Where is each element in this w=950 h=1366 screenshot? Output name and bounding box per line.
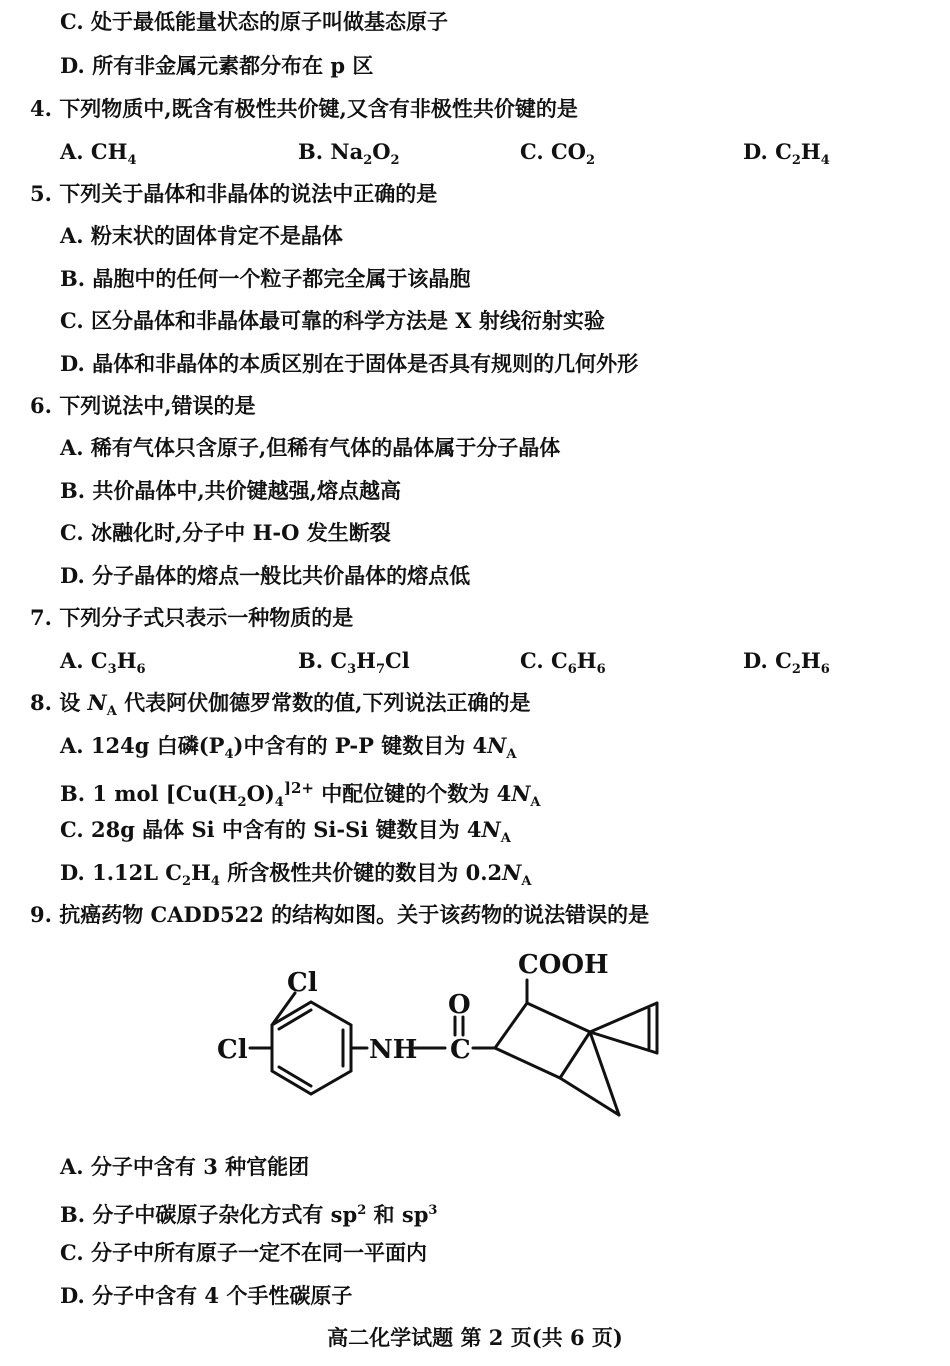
q3-option-c: C. 处于最低能量状态的原子叫做基态原子 [60, 9, 448, 34]
q5-option-c: C. 区分晶体和非晶体最可靠的科学方法是 X 射线衍射实验 [60, 308, 605, 333]
ring-bond-6 [495, 1048, 560, 1078]
q8-option-d: D. 1.12L $C_2H_4$ 所含极性共价键的数目为 $0.2N_A$ [60, 860, 532, 890]
q6-option-c: C. 冰融化时,分子中 H-O 发生断裂 [60, 520, 391, 545]
cyclopropane-bond-2 [590, 1032, 619, 1115]
q4-option-a: A. $CH_4$ [60, 139, 137, 169]
page-footer: 高二化学试题 第 2 页(共 6 页) [327, 1325, 623, 1350]
q4-options [0, 138, 950, 169]
question-4: 4. 下列物质中,既含有极性共价键,又含有非极性共价键的是 [30, 96, 578, 121]
carbonyl-c-label: C [450, 1035, 471, 1065]
q9-option-d: D. 分子中含有 4 个手性碳原子 [60, 1283, 353, 1308]
q9-option-a: A. 分子中含有 3 种官能团 [60, 1154, 310, 1179]
q6-option-a: A. 稀有气体只含原子,但稀有气体的晶体属于分子晶体 [60, 435, 561, 460]
nh-label: NH [369, 1035, 418, 1065]
q9-option-b: B. 分子中碳原子杂化方式有 $sp^2$ 和 $sp^3$ [60, 1202, 438, 1227]
q7-option-d: D. $C_2H_6$ [743, 648, 830, 678]
ring-bond-5 [560, 1032, 590, 1078]
cyclopropane-bond-1 [560, 1078, 619, 1115]
q4-option-b: B. $Na_2O_2$ [298, 139, 400, 169]
q7-option-b: B. $C_3H_7Cl$ [298, 648, 410, 678]
q7-option-a: A. $C_3H_6$ [60, 648, 146, 678]
q5-option-b: B. 晶胞中的任何一个粒子都完全属于该晶胞 [60, 266, 471, 291]
q8-option-b: B. 1 mol [$Cu(H_2O)_4^{]2+}$ 中配位键的个数为 $4N_A$ [60, 779, 541, 811]
q6-option-b: B. 共价晶体中,共价键越强,熔点越高 [60, 478, 401, 503]
cl-label-top: Cl [287, 968, 318, 998]
q5-option-d: D. 晶体和非晶体的本质区别在于固体是否具有规则的几何外形 [60, 351, 639, 376]
q7-option-c: C. $C_6H_6$ [520, 648, 606, 678]
question-7: 7. 下列分子式只表示一种物质的是 [30, 605, 354, 630]
q4-option-c: C. $CO_2$ [520, 139, 596, 169]
q8-option-c: C. 28g 晶体 Si 中含有的 Si-Si 键数目为 $4N_A$ [60, 817, 511, 847]
ring-bond-3 [590, 1003, 657, 1032]
ring-bond-4 [590, 1032, 657, 1053]
q8-option-a: A. 124g 白磷$(P_4)$中含有的 P-P 键数目为 $4N_A$ [60, 733, 517, 763]
question-8: 8. 设 $N_A$ 代表阿伏伽德罗常数的值,下列说法正确的是 [30, 690, 531, 720]
benzene-ring [272, 1002, 351, 1094]
question-5: 5. 下列关于晶体和非晶体的说法中正确的是 [30, 181, 438, 206]
ring-bond-2 [527, 1003, 590, 1032]
cl-label-left: Cl [217, 1035, 248, 1065]
cooh-label: COOH [518, 950, 609, 980]
q3-option-d: D. 所有非金属元素都分布在 p 区 [60, 53, 374, 78]
q4-option-d: D. $C_2H_4$ [743, 139, 830, 169]
q5-option-a: A. 粉末状的固体肯定不是晶体 [60, 223, 343, 248]
q6-option-d: D. 分子晶体的熔点一般比共价晶体的熔点低 [60, 563, 471, 588]
q7-options [0, 647, 950, 678]
q9-option-c: C. 分子中所有原子一定不在同一平面内 [60, 1240, 427, 1265]
question-9: 9. 抗癌药物 CADD522 的结构如图。关于该药物的说法错误的是 [30, 902, 650, 927]
carbonyl-o-label: O [448, 990, 471, 1020]
cadd522-structure-diagram [205, 945, 675, 1130]
ring-bond-1 [495, 1003, 527, 1048]
question-6: 6. 下列说法中,错误的是 [30, 393, 256, 418]
